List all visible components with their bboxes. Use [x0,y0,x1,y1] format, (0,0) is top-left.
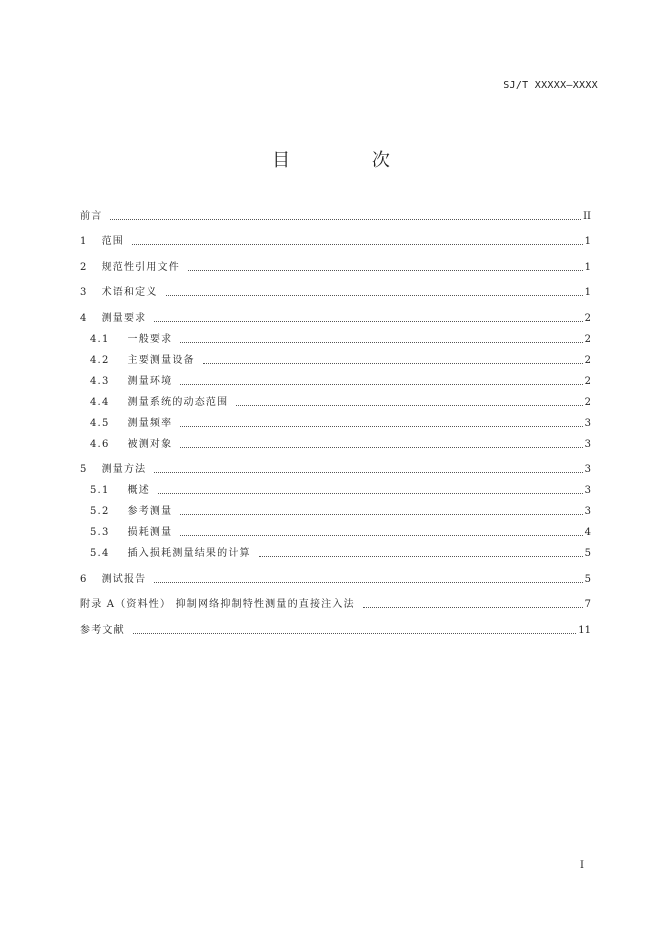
toc-entry-label: 规范性引用文件 [101,261,180,273]
toc-entry[interactable] [80,274,591,300]
toc-entry[interactable] [80,409,591,430]
toc-entry-number: 4.2 [90,354,110,366]
toc-entry[interactable] [80,518,591,539]
toc-entry-number: 4.3 [90,375,110,387]
toc-entry-page: 1 [584,287,591,298]
toc-entry[interactable] [80,611,591,637]
toc-leader-dots [180,535,582,536]
toc-entry[interactable] [80,248,591,274]
toc-entry-number: 6 [80,573,88,585]
toc-entry-page: 3 [584,438,591,450]
toc-leader-dots [133,633,576,634]
toc-entry-label: 一般要求 [127,333,173,345]
toc-leader-dots [363,607,583,608]
toc-entry[interactable] [80,586,591,612]
document-code: SJ/T XXXXX—XXXX [503,80,598,91]
toc-entry-page: 2 [584,396,591,408]
toc-entry-number: 5.1 [90,485,110,496]
toc-leader-dots [154,472,582,473]
toc-entry-label: 测量要求 [101,312,147,324]
toc-entry[interactable] [80,560,591,586]
toc-entry[interactable] [80,197,591,223]
toc-entry[interactable] [80,388,591,409]
toc-entry-page: 2 [584,375,591,387]
toc-leader-dots [180,447,582,448]
toc-entry[interactable] [80,451,591,477]
toc-entry-label: 测量系统的动态范围 [127,396,229,408]
toc-entry-label: 主要测量设备 [127,354,195,366]
toc-leader-dots [236,405,582,406]
toc-entry-page: 3 [584,485,591,496]
toc-entry-page: 7 [584,599,591,610]
toc-entry-number: 4.6 [90,438,110,450]
toc-entry-page: 2 [584,312,591,324]
toc-entry-page: II [583,210,591,222]
toc-leader-dots [110,219,581,220]
toc-leader-dots [180,514,582,515]
toc-leader-dots [180,342,582,343]
toc-entry[interactable] [80,367,591,388]
table-of-contents [80,197,591,637]
toc-entry[interactable] [80,497,591,518]
toc-entry[interactable] [80,223,591,249]
toc-leader-dots [158,493,583,494]
toc-entry-page: 3 [584,464,591,475]
toc-entry-label: 插入损耗测量结果的计算 [127,548,251,559]
toc-entry-page: 11 [578,624,591,636]
toc-entry-number: 2 [80,261,88,273]
toc-entry-number: 5.4 [90,548,110,559]
toc-entry-label: 被测对象 [127,438,173,450]
toc-entry-label: 测量频率 [127,417,173,429]
toc-entry-label: 前言 [80,210,103,222]
toc-entry-label: 范围 [101,236,124,247]
toc-entry-number: 4.1 [90,333,110,345]
toc-entry-number: 4.4 [90,396,110,408]
toc-leader-dots [154,582,582,583]
toc-entry-number: 1 [80,236,88,247]
toc-entry[interactable] [80,476,591,497]
toc-entry-label: 测量环境 [127,375,173,387]
toc-entry-label: 概述 [127,485,150,496]
toc-entry-page: 2 [584,333,591,345]
toc-entry-page: 2 [584,354,591,366]
toc-entry[interactable] [80,325,591,346]
toc-leader-dots [259,556,583,557]
toc-entry-number: 5 [80,464,88,475]
toc-entry-number: 3 [80,287,88,298]
toc-entry-page: 3 [584,417,591,429]
toc-entry-label: 测试报告 [101,573,147,585]
toc-leader-dots [180,426,582,427]
toc-entry-label: 损耗测量 [127,527,173,538]
toc-entry-label: 参考测量 [127,506,173,517]
toc-entry-label: 测量方法 [101,464,147,475]
toc-title: 目 次 [272,150,428,171]
toc-entry-label: 附录 A（资料性） 抑制网络抑制特性测量的直接注入法 [80,599,355,610]
toc-leader-dots [180,384,582,385]
toc-entry-page: 5 [584,573,591,585]
toc-leader-dots [154,321,582,322]
toc-leader-dots [132,244,583,245]
toc-entry-label: 参考文献 [80,624,125,636]
toc-entry-label: 术语和定义 [101,287,158,298]
toc-entry-page: 1 [584,261,591,273]
toc-entry-number: 5.3 [90,527,110,538]
toc-entry[interactable] [80,299,591,325]
toc-entry-number: 4.5 [90,417,110,429]
toc-entry-page: 5 [584,548,591,559]
toc-entry-number: 4 [80,312,88,324]
toc-leader-dots [203,363,583,364]
toc-entry[interactable] [80,346,591,367]
toc-entry-page: 1 [584,236,591,247]
page-number: I [580,860,584,871]
toc-entry[interactable] [80,539,591,560]
toc-entry[interactable] [80,430,591,451]
toc-leader-dots [188,270,583,271]
toc-entry-number: 5.2 [90,506,110,517]
toc-entry-page: 3 [584,506,591,517]
toc-leader-dots [166,295,583,296]
toc-entry-page: 4 [584,527,591,538]
